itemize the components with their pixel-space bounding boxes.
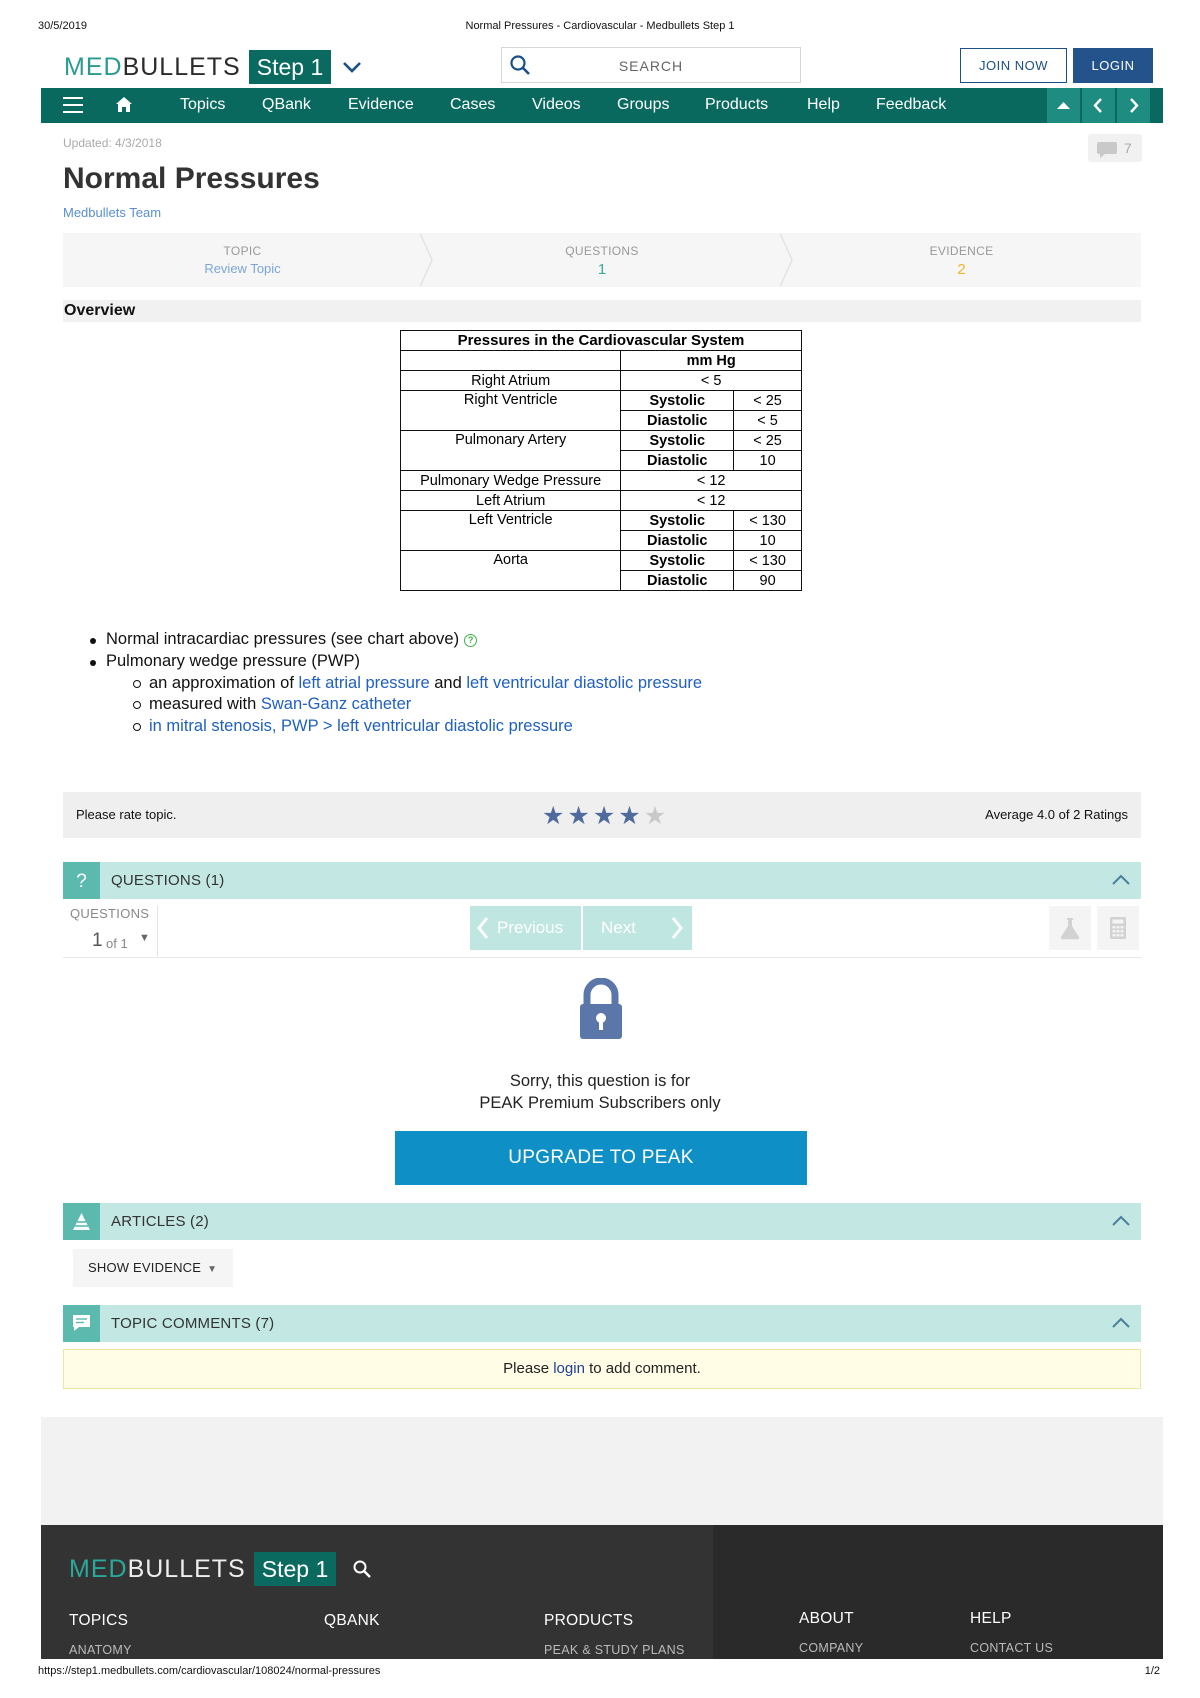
caret-up-icon xyxy=(1055,97,1072,114)
table-value: < 12 xyxy=(621,471,802,491)
flask-icon xyxy=(1059,916,1081,940)
nav-item-feedback[interactable]: Feedback xyxy=(876,96,947,113)
previous-button[interactable] xyxy=(470,906,581,950)
divider xyxy=(63,957,1141,958)
locked-line-2: PEAK Premium Subscribers only xyxy=(479,1094,721,1112)
site-logo[interactable] xyxy=(64,50,363,84)
footer-link-company[interactable]: COMPANY xyxy=(799,1641,864,1655)
table-value: < 130 xyxy=(734,511,802,531)
print-url: https://step1.medbullets.com/cardiovascular/108024/normal-pressures xyxy=(38,1665,381,1677)
systolic-label: Systolic xyxy=(621,431,734,451)
locked-message xyxy=(0,1070,1200,1114)
row-label: Pulmonary Wedge Pressure xyxy=(401,471,621,491)
question-mark-icon xyxy=(63,862,100,899)
footer-right-panel xyxy=(713,1525,1163,1659)
nav-next-button[interactable] xyxy=(1117,88,1150,123)
updated-date: Updated: 4/3/2018 xyxy=(63,136,162,150)
star-filled-icon[interactable]: ★ xyxy=(592,802,617,830)
tab-evidence-label: EVIDENCE xyxy=(929,244,994,258)
logo-step-badge: Step 1 xyxy=(249,50,332,84)
question-counter[interactable] xyxy=(63,906,158,956)
nav-item-cases[interactable]: Cases xyxy=(450,96,496,113)
footer-heading-products[interactable]: PRODUCTS xyxy=(544,1612,634,1629)
list-item xyxy=(149,717,573,736)
diastolic-label: Diastolic xyxy=(621,411,734,431)
calculator-button[interactable] xyxy=(1097,906,1139,950)
tab-topic-value: Review Topic xyxy=(204,261,281,276)
print-date: 30/5/2019 xyxy=(38,20,87,32)
logo-med: MED xyxy=(64,52,123,81)
row-label: Right Atrium xyxy=(401,371,621,391)
link-lv-diastolic-pressure[interactable]: left ventricular diastolic pressure xyxy=(466,674,703,692)
comments-section-header[interactable] xyxy=(63,1305,1141,1342)
comment-count: 7 xyxy=(1124,140,1132,156)
rating-bar xyxy=(63,792,1141,838)
join-now-button[interactable]: JOIN NOW xyxy=(960,48,1067,83)
footer-logo[interactable] xyxy=(69,1552,372,1586)
chevron-right-icon xyxy=(1125,97,1142,114)
table-value: < 25 xyxy=(734,431,802,451)
login-msg-post: to add comment. xyxy=(584,1360,701,1377)
nav-prev-button[interactable] xyxy=(1082,88,1115,123)
comment-bubble-icon xyxy=(1096,140,1118,158)
show-evidence-button[interactable] xyxy=(73,1249,233,1287)
chevron-up-icon[interactable] xyxy=(1111,1315,1131,1331)
diastolic-label: Diastolic xyxy=(621,451,734,471)
lock-icon xyxy=(578,978,624,1040)
table-value: < 12 xyxy=(621,491,802,511)
rating-summary: Average 4.0 of 2 Ratings xyxy=(985,807,1128,822)
nav-item-groups[interactable]: Groups xyxy=(617,96,670,113)
table-value: 10 xyxy=(734,531,802,551)
footer-heading-qbank[interactable]: QBANK xyxy=(324,1612,380,1629)
caret-down-icon: ▼ xyxy=(207,1264,218,1275)
nav-item-topics[interactable]: Topics xyxy=(180,96,226,113)
print-title: Normal Pressures - Cardiovascular - Medbullets Step 1 xyxy=(465,20,735,32)
print-header xyxy=(0,20,1200,34)
chevron-left-icon xyxy=(1090,97,1107,114)
bullet-text: an approximation of xyxy=(149,674,299,692)
footer-link-contact[interactable]: CONTACT US xyxy=(970,1641,1054,1655)
nav-item-qbank[interactable]: QBank xyxy=(262,96,311,113)
row-label: Right Ventricle xyxy=(401,391,621,431)
list-item xyxy=(149,674,702,693)
diastolic-label: Diastolic xyxy=(621,531,734,551)
comments-section-title: TOPIC COMMENTS (7) xyxy=(111,1315,275,1332)
pressures-table xyxy=(400,330,802,591)
footer-heading-topics[interactable]: TOPICS xyxy=(69,1612,129,1629)
table-title: Pressures in the Cardiovascular System xyxy=(401,331,802,351)
tab-topic-label: TOPIC xyxy=(223,244,262,258)
question-current: 1 xyxy=(92,930,103,951)
star-filled-icon[interactable]: ★ xyxy=(618,802,642,830)
chevron-right-icon xyxy=(670,916,684,940)
bullet-text: and xyxy=(429,674,467,692)
menu-icon[interactable] xyxy=(63,97,83,113)
search-icon[interactable] xyxy=(352,1559,372,1579)
lab-values-button[interactable] xyxy=(1049,906,1091,950)
chevron-up-icon[interactable] xyxy=(1111,872,1131,888)
table-cell xyxy=(401,351,621,371)
tab-questions-value: 1 xyxy=(597,261,607,278)
link-mitral-stenosis[interactable]: in mitral stenosis, PWP > left ventricular diastolic pressure xyxy=(149,717,573,735)
nav-item-videos[interactable]: Videos xyxy=(532,96,581,113)
upgrade-button[interactable]: UPGRADE TO PEAK xyxy=(395,1131,807,1185)
articles-section-title: ARTICLES (2) xyxy=(111,1213,209,1230)
table-value: 90 xyxy=(734,571,802,591)
row-label: Aorta xyxy=(401,551,621,591)
nav-item-help[interactable]: Help xyxy=(807,96,840,113)
logo-bullets: BULLETS xyxy=(127,1554,246,1583)
tab-topic[interactable] xyxy=(63,233,422,287)
footer-heading-help[interactable]: HELP xyxy=(970,1610,1012,1627)
star-filled-icon[interactable]: ★ xyxy=(542,802,566,830)
main-nav xyxy=(41,88,1163,123)
link-swan-ganz[interactable]: Swan-Ganz catheter xyxy=(260,695,412,713)
logo-step-badge: Step 1 xyxy=(254,1552,337,1586)
next-button[interactable] xyxy=(583,906,692,950)
author-link[interactable]: Medbullets Team xyxy=(63,205,162,220)
login-button[interactable]: LOGIN xyxy=(1073,48,1153,83)
row-label: Left Ventricle xyxy=(401,511,621,551)
questions-section-title: QUESTIONS (1) xyxy=(111,872,225,889)
footer-link-anatomy[interactable]: ANATOMY xyxy=(69,1643,132,1657)
locked-line-1: Sorry, this question is for xyxy=(509,1072,691,1090)
bullet-text: Normal intracardiac pressures (see chart above) xyxy=(106,630,460,648)
next-label: Next xyxy=(601,918,636,937)
questions-section-header[interactable] xyxy=(63,862,1141,899)
home-icon[interactable] xyxy=(115,96,133,114)
login-msg-pre: Please xyxy=(503,1360,554,1377)
star-rating[interactable] xyxy=(542,801,669,831)
bullet-text: measured with xyxy=(149,695,261,713)
help-icon[interactable]: ? xyxy=(464,634,477,647)
row-label: Left Atrium xyxy=(401,491,621,511)
nav-item-products[interactable]: Products xyxy=(705,96,769,113)
table-value: 10 xyxy=(734,451,802,471)
site-footer xyxy=(41,1525,1163,1659)
calculator-icon xyxy=(1107,916,1129,940)
systolic-label: Systolic xyxy=(621,551,734,571)
star-filled-icon[interactable]: ★ xyxy=(567,802,591,830)
systolic-label: Systolic xyxy=(621,511,734,531)
footer-heading-about[interactable]: ABOUT xyxy=(799,1610,854,1627)
diastolic-label: Diastolic xyxy=(621,571,734,591)
link-left-atrial-pressure[interactable]: left atrial pressure xyxy=(298,674,430,692)
svg-text:?: ? xyxy=(76,871,87,891)
list-item xyxy=(106,630,477,649)
footer-link-peak[interactable]: PEAK & STUDY PLANS xyxy=(544,1643,685,1657)
chevron-up-icon[interactable] xyxy=(1111,1213,1131,1229)
tab-questions[interactable] xyxy=(422,233,782,287)
login-to-comment xyxy=(63,1349,1141,1389)
star-empty-icon[interactable]: ★ xyxy=(643,802,668,830)
comment-count-badge[interactable] xyxy=(1088,134,1142,162)
chevron-left-icon xyxy=(476,916,490,940)
logo-med: MED xyxy=(69,1554,128,1583)
caret-down-icon[interactable]: ▼ xyxy=(139,932,150,944)
tab-evidence-value: 2 xyxy=(957,261,966,278)
systolic-label: Systolic xyxy=(621,391,734,411)
table-value: < 130 xyxy=(734,551,802,571)
tab-questions-label: QUESTIONS xyxy=(565,244,639,258)
question-counter-label: QUESTIONS xyxy=(70,906,150,921)
rating-label: Please rate topic. xyxy=(76,807,177,822)
chevron-down-icon[interactable] xyxy=(341,56,363,78)
table-value: < 5 xyxy=(734,411,802,431)
pyramid-icon xyxy=(63,1203,100,1240)
login-link[interactable]: login xyxy=(553,1360,585,1377)
question-total: of 1 xyxy=(106,936,128,951)
topic-tabs xyxy=(63,233,1141,287)
print-page-number: 1/2 xyxy=(1144,1665,1160,1677)
articles-section-header[interactable] xyxy=(63,1203,1141,1240)
ad-banner xyxy=(41,1417,1163,1525)
search-input[interactable] xyxy=(501,47,801,83)
row-label: Pulmonary Artery xyxy=(401,431,621,471)
page-title: Normal Pressures xyxy=(63,162,320,195)
previous-label: Previous xyxy=(497,918,564,937)
scroll-top-button[interactable] xyxy=(1047,88,1080,123)
table-value: < 25 xyxy=(734,391,802,411)
show-evidence-label: SHOW EVIDENCE xyxy=(88,1260,202,1275)
table-value: < 5 xyxy=(621,371,802,391)
nav-item-evidence[interactable]: Evidence xyxy=(348,96,414,113)
table-unit: mm Hg xyxy=(621,351,802,371)
tab-evidence[interactable] xyxy=(782,233,1141,287)
list-item xyxy=(149,695,411,714)
comment-icon xyxy=(63,1305,100,1342)
list-item: Pulmonary wedge pressure (PWP) xyxy=(106,652,361,670)
search-placeholder: SEARCH xyxy=(618,58,684,74)
overview-heading: Overview xyxy=(63,300,1141,322)
logo-bullets: BULLETS xyxy=(122,52,241,81)
